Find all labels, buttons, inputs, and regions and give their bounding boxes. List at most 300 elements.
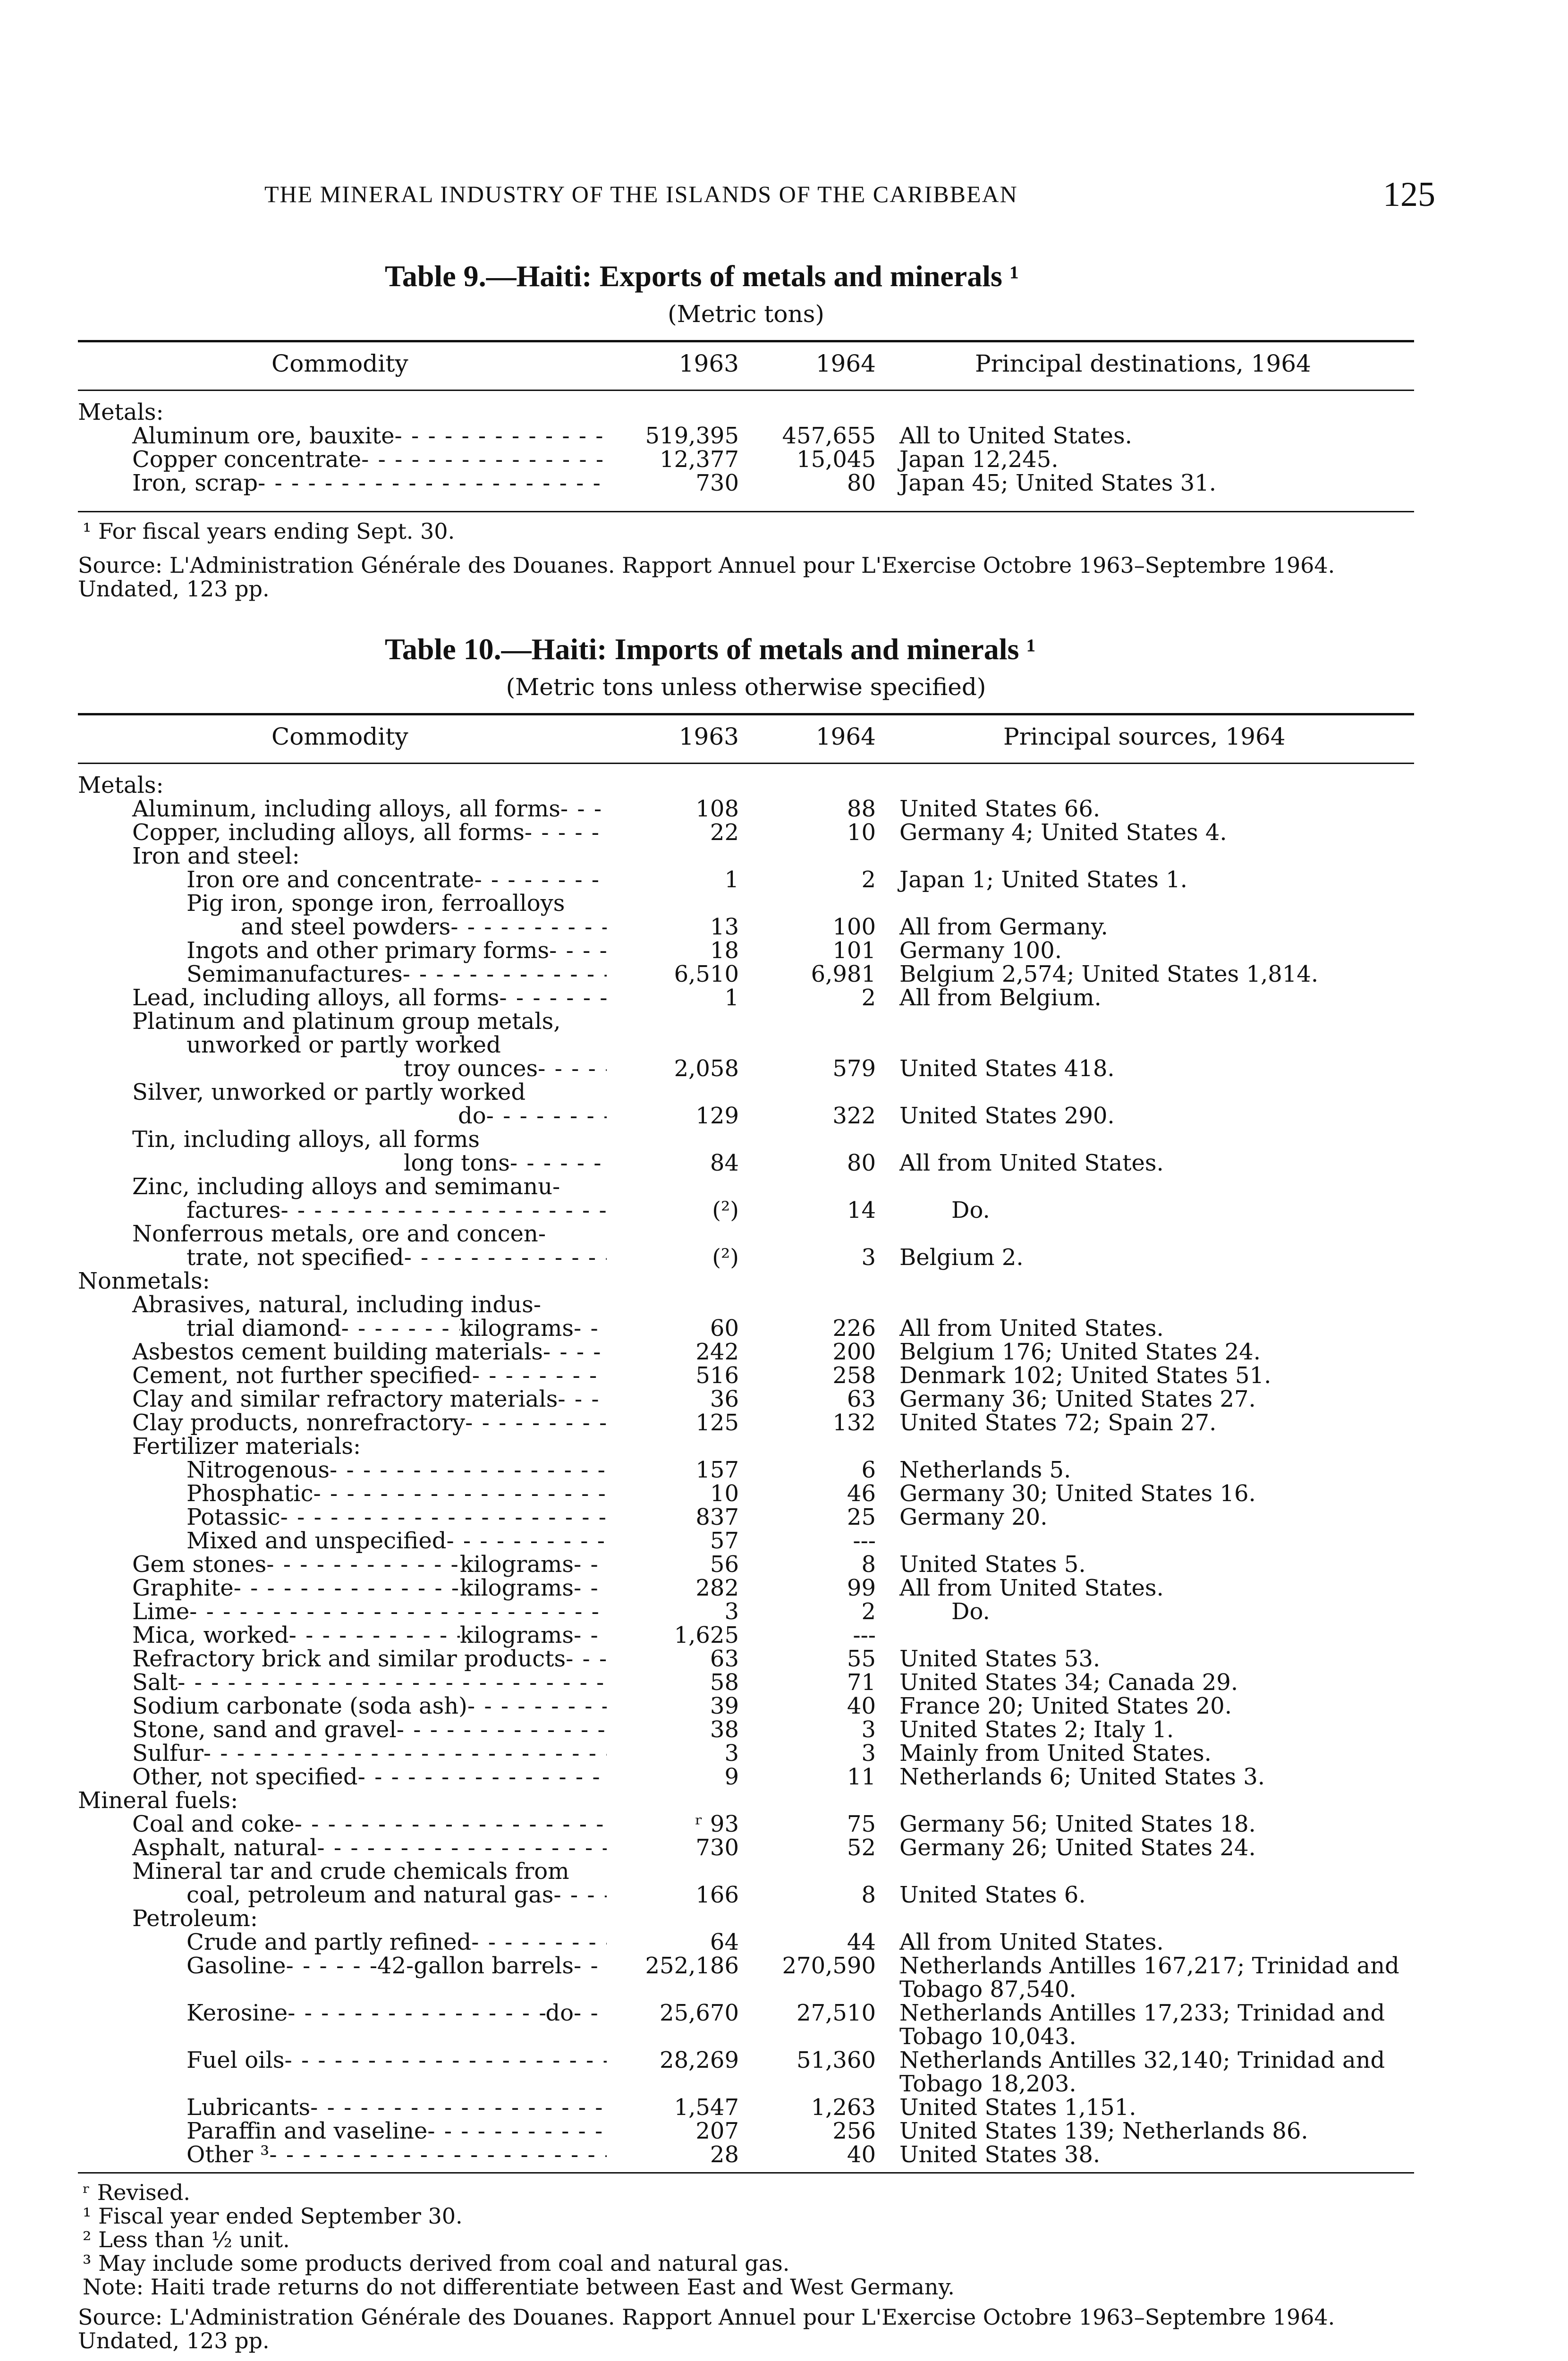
table-10-value-1964: 51,360 <box>797 2047 876 2073</box>
table-10-unit-label: kilograms <box>459 1551 574 1578</box>
table-10-value-1964: 40 <box>847 2141 876 2168</box>
table-9-value-1964: 80 <box>847 470 876 496</box>
table-10-commodity-label: Petroleum: <box>132 1905 258 1932</box>
table-10-dot-leader <box>525 821 607 844</box>
table-10-source: Belgium 2. <box>899 1244 1024 1271</box>
table-10-source: Belgium 2,574; United States 1,814. <box>899 961 1319 987</box>
table-10-note-germany: Note: Haiti trade returns do not differentiate between East and West Germany. <box>83 2274 955 2300</box>
table-10-row <box>78 1151 1414 1175</box>
table-10-row <box>78 939 1414 962</box>
table-10-commodity-cell <box>78 1458 607 1482</box>
table-10-commodity-label: factures <box>186 1197 281 1223</box>
table-10-value-1964: 52 <box>847 1834 876 1861</box>
table-9-dot-leader <box>258 471 607 495</box>
table-10-dot-leader <box>427 2119 607 2143</box>
table-10-commodity-cell <box>78 1812 607 1836</box>
table-10-commodity-label: Ingots and other primary forms <box>186 937 550 964</box>
table-10-row <box>78 892 1414 915</box>
table-10-commodity-label: Phosphatic <box>186 1480 314 1507</box>
table-9-row <box>78 400 1414 424</box>
table-10-dot-leader <box>543 1340 607 1364</box>
table-10-value-1964: 2 <box>861 866 876 893</box>
table-10-value-1963: 38 <box>710 1716 739 1743</box>
table-10-commodity-label: Nonmetals: <box>78 1268 210 1294</box>
table-10-commodity-cell <box>78 1222 607 1246</box>
table-10-value-1963: 1,547 <box>674 2094 739 2121</box>
table-10-dot-leader <box>560 797 607 821</box>
table-10-commodity-cell <box>78 1529 607 1553</box>
table-10-commodity-label: Cement, not further specified <box>132 1362 472 1389</box>
table-10-source: France 20; United States 20. <box>899 1693 1232 1719</box>
table-10-source: Germany 26; United States 24. <box>899 1834 1256 1861</box>
table-10-source: Do. <box>951 1197 990 1223</box>
table-10-dot-leader <box>474 868 607 892</box>
table-10-commodity-label: Tin, including alloys, all forms <box>132 1126 480 1153</box>
table-10-commodity-label: Iron ore and concentrate <box>186 866 475 893</box>
table-10-source: United States 6. <box>899 1882 1086 1908</box>
table-10-value-1964: 8 <box>861 1882 876 1908</box>
table-10-value-1964: 63 <box>847 1386 876 1412</box>
table-10-notes <box>78 2181 1414 2353</box>
table-10-value-1963: (²) <box>712 1197 739 1223</box>
table-10-dot-leader <box>467 1694 607 1718</box>
table-10-dot-leader <box>549 939 607 962</box>
table-10-dot-leader <box>178 1671 607 1694</box>
table-10-value-1963: 1,625 <box>674 1622 739 1648</box>
table-10-value-1963: 28,269 <box>660 2047 739 2073</box>
table-10-commodity-label: Lead, including alloys, all forms <box>132 985 500 1011</box>
table-10-row <box>78 1647 1414 1671</box>
table-9-destination: Japan 45; United States 31. <box>899 470 1216 496</box>
table-10-body <box>78 773 1414 2166</box>
table-10-row <box>78 2001 1414 2048</box>
table-10-value-1964: 27,510 <box>797 2000 876 2026</box>
table-9-commodity-label: Aluminum ore, bauxite <box>132 423 395 449</box>
table-9-dot-leader <box>361 448 607 471</box>
table-10-source: Source: L'Administration Générale des Douanes. Rapport Annuel pour L'Exercise Octobre 1963–Septembre 1964. Undated, 123 pp. <box>78 2304 1335 2353</box>
table-10-dot-leader <box>288 2001 545 2025</box>
page-header <box>264 175 1435 217</box>
table-10-commodity-label: Gem stones <box>132 1551 267 1578</box>
table-10-dot-leader <box>472 1364 607 1387</box>
table-10-dot-leader <box>397 1718 607 1741</box>
table-10-commodity-label: trate, not specified <box>186 1244 404 1271</box>
table-10-source: All from Belgium. <box>899 985 1102 1011</box>
table-10-unit-label: kilograms <box>459 1575 574 1601</box>
table-10-source: United States 1,151. <box>899 2094 1136 2121</box>
table-10-dot-leader <box>499 986 607 1010</box>
table-10-header-commodity: Commodity <box>271 723 408 750</box>
table-10-commodity-label: Abrasives, natural, including indus- <box>132 1291 541 1318</box>
table-10-commodity-label: Mica, worked <box>132 1622 289 1648</box>
table-10-dot-leader <box>465 1411 607 1435</box>
table-10-commodity-cell <box>78 915 607 939</box>
table-10-value-1964: 226 <box>832 1315 876 1342</box>
table-10-dot-leader <box>280 1505 607 1529</box>
table-10-value-1964: 256 <box>832 2118 876 2144</box>
table-10-value-1964: 100 <box>832 914 876 940</box>
table-10-commodity-cell <box>78 1883 607 1907</box>
table-9-row <box>78 448 1414 471</box>
table-10-value-1963: 57 <box>710 1528 739 1554</box>
table-10-commodity-cell <box>78 1930 607 1954</box>
table-9-title: Table 9.—Haiti: Exports of metals and minerals ¹ <box>385 259 1019 293</box>
table-10-value-1964: 3 <box>861 1740 876 1767</box>
table-10-commodity-cell <box>78 2096 607 2119</box>
table-10-value-1964: 579 <box>832 1055 876 1082</box>
table-10-row <box>78 1269 1414 1293</box>
table-10-commodity-cell <box>78 821 607 844</box>
table-10-value-1963: 3 <box>724 1740 739 1767</box>
table-9-header-rule <box>78 390 1414 391</box>
table-10-source: Netherlands Antilles 167,217; Trinidad and Tobago 87,540. <box>899 1953 1399 2003</box>
table-9-header-1963: 1963 <box>678 350 739 377</box>
table-10-unit-label: do <box>545 2000 574 2026</box>
table-10-value-1963: 3 <box>724 1598 739 1625</box>
table-10-value-1964: 200 <box>832 1339 876 1365</box>
table-10-dot-leader <box>574 1623 607 1647</box>
table-10-source: Netherlands 6; United States 3. <box>899 1764 1265 1790</box>
table-10-row <box>78 1411 1414 1435</box>
table-10-commodity-label: Mineral fuels: <box>78 1787 238 1814</box>
table-10-commodity-label: Refractory brick and similar products <box>132 1646 566 1672</box>
table-10-row <box>78 1458 1414 1482</box>
table-10-unit-label: kilograms <box>459 1622 574 1648</box>
table-10-value-1964: 3 <box>861 1716 876 1743</box>
table-10-commodity-cell <box>78 1765 607 1789</box>
table-10-source: Netherlands 5. <box>899 1457 1071 1483</box>
table-9-header-destinations: Principal destinations, 1964 <box>975 350 1311 377</box>
table-10-value-1964: 75 <box>847 1811 876 1837</box>
table-10-value-1963: 84 <box>710 1150 739 1176</box>
table-10-source: Germany 56; United States 18. <box>899 1811 1256 1837</box>
table-10-row <box>78 1765 1414 1789</box>
table-10-row <box>78 1340 1414 1364</box>
table-10-row <box>78 1316 1414 1340</box>
table-10-commodity-cell <box>78 1316 607 1340</box>
table-10-title: Table 10.—Haiti: Imports of metals and minerals ¹ <box>385 632 1036 666</box>
table-9-top-rule <box>78 340 1414 342</box>
table-10-row <box>78 1671 1414 1694</box>
table-10-dot-leader <box>266 1553 460 1576</box>
table-10-commodity-cell <box>78 1364 607 1387</box>
table-10-unit-label: 42-gallon barrels <box>377 1953 574 1979</box>
table-9-bottom-rule <box>78 511 1414 512</box>
table-10-dot-leader <box>295 1812 607 1836</box>
table-10-source: United States 139; Netherlands 86. <box>899 2118 1308 2144</box>
table-10-source: Germany 36; United States 27. <box>899 1386 1256 1412</box>
table-10-commodity-label: Coal and coke <box>132 1811 295 1837</box>
table-10-commodity-label: Clay and similar refractory materials <box>132 1386 558 1412</box>
running-title: THE MINERAL INDUSTRY OF THE ISLANDS OF THE CARIBBEAN <box>264 181 1018 207</box>
page-number: 125 <box>1383 175 1435 214</box>
table-10-commodity-label: Copper, including alloys, all forms <box>132 819 525 846</box>
table-9-value-1964: 457,655 <box>782 423 876 449</box>
table-10-dot-leader <box>314 1482 607 1505</box>
table-10-dot-leader <box>234 1576 460 1600</box>
table-10-value-1963: 1 <box>724 866 739 893</box>
table-10-value-1964: 46 <box>847 1480 876 1507</box>
table-10-commodity-label: Kerosine <box>186 2000 288 2026</box>
table-10-commodity-cell <box>78 1246 607 1269</box>
table-9-commodity-label: Metals: <box>78 399 164 425</box>
table-10-value-1964: 88 <box>847 796 876 822</box>
table-10-source: All from United States. <box>899 1315 1164 1342</box>
table-10-commodity-label: Mineral tar and crude chemicals from <box>132 1858 569 1885</box>
table-9-commodity-cell <box>78 471 607 495</box>
table-10-value-1963: 730 <box>695 1834 739 1861</box>
table-10-value-1964: 132 <box>832 1410 876 1436</box>
table-10-value-1963: 125 <box>695 1410 739 1436</box>
table-9-commodity-cell <box>78 448 607 471</box>
table-10-row <box>78 1741 1414 1765</box>
table-10-top-rule <box>78 713 1414 715</box>
table-9-destination: Japan 12,245. <box>899 446 1059 473</box>
table-10-value-1963: 207 <box>695 2118 739 2144</box>
table-10-row <box>78 2119 1414 2143</box>
table-10-source: United States 418. <box>899 1055 1115 1082</box>
table-10-commodity-cell <box>78 1175 607 1198</box>
table-10-row <box>78 1505 1414 1529</box>
table-10-commodity-label: Sodium carbonate (soda ash) <box>132 1693 467 1719</box>
table-10-dot-leader <box>538 1057 607 1080</box>
table-10-row <box>78 1836 1414 1860</box>
table-10-value-1964: --- <box>853 1622 876 1648</box>
table-10-commodity-cell <box>78 773 607 797</box>
table-10-value-1963: 36 <box>710 1386 739 1412</box>
table-10-row <box>78 1175 1414 1198</box>
table-10-value-1964: 40 <box>847 1693 876 1719</box>
table-10-commodity-label: Semimanufactures <box>186 961 403 987</box>
table-10-source: United States 34; Canada 29. <box>899 1669 1238 1696</box>
table-10-dot-leader <box>450 915 607 939</box>
table-10-row <box>78 1860 1414 1883</box>
table-10-commodity-cell <box>78 1057 607 1080</box>
table-10-dot-leader <box>269 2143 607 2166</box>
table-10-commodity-label: Other ³ <box>186 2141 270 2168</box>
table-10-commodity-cell <box>78 2048 607 2072</box>
table-10-commodity-cell <box>78 939 607 962</box>
table-10-value-1964: 80 <box>847 1150 876 1176</box>
table-9-value-1964: 15,045 <box>797 446 876 473</box>
table-10-row <box>78 1789 1414 1812</box>
table-10-source: Germany 4; United States 4. <box>899 819 1227 846</box>
table-10-row <box>78 1293 1414 1316</box>
table-10-commodity-cell <box>78 1741 607 1765</box>
table-10-row <box>78 1080 1414 1104</box>
table-10-commodity-label: Fertilizer materials: <box>132 1433 361 1460</box>
table-10-row <box>78 1600 1414 1623</box>
table-10-row <box>78 797 1414 821</box>
table-10-commodity-label: Potassic <box>186 1504 280 1530</box>
table-10-value-1963: 6,510 <box>674 961 739 987</box>
table-10-commodity-label: trial diamond <box>186 1315 341 1342</box>
table-9-commodity-cell <box>78 424 607 448</box>
table-10-value-1964: 3 <box>861 1244 876 1271</box>
table-10-row <box>78 1930 1414 1954</box>
table-10-commodity-cell <box>78 2001 607 2025</box>
table-9-footnote: ¹ For fiscal years ending Sept. 30. <box>83 518 455 544</box>
table-9-value-1963: 519,395 <box>645 423 739 449</box>
table-10-commodity-label: unworked or partly worked <box>186 1032 501 1058</box>
table-10-source: Mainly from United States. <box>899 1740 1212 1767</box>
table-9-commodity-label: Iron, scrap <box>132 470 258 496</box>
table-10-commodity-cell <box>78 1080 607 1104</box>
table-10-dot-leader <box>566 1647 607 1671</box>
table-10-value-1964: 270,590 <box>782 1953 876 1979</box>
table-10-dot-leader <box>403 962 607 986</box>
table-10-value-1964: 6 <box>861 1457 876 1483</box>
table-10-commodity-cell <box>78 2119 607 2143</box>
table-10-commodity-cell <box>78 1151 607 1175</box>
table-9-row <box>78 471 1414 495</box>
table-10-row <box>78 1553 1414 1576</box>
table-10-row <box>78 773 1414 797</box>
table-10-dot-leader <box>330 1458 607 1482</box>
table-10-header-rule <box>78 763 1414 764</box>
table-10-value-1964: 6,981 <box>811 961 876 987</box>
table-10-row <box>78 1694 1414 1718</box>
table-10-row <box>78 1435 1414 1458</box>
table-10-commodity-label: Platinum and platinum group metals, <box>132 1008 561 1035</box>
table-10-dot-leader <box>284 2048 607 2072</box>
table-10-source: All from United States. <box>899 1150 1164 1176</box>
table-10-value-1963: 28 <box>710 2141 739 2168</box>
table-10-dot-leader <box>286 1954 377 1978</box>
table-10-value-1963: 129 <box>695 1103 739 1129</box>
table-10-source: United States 2; Italy 1. <box>899 1716 1174 1743</box>
table-10-row <box>78 1222 1414 1246</box>
table-10-dot-leader <box>553 1883 607 1907</box>
table-10-commodity-cell <box>78 1694 607 1718</box>
table-10-commodity-cell <box>78 1836 607 1860</box>
table-10-commodity-cell <box>78 1623 607 1647</box>
table-9-dot-leader <box>395 424 607 448</box>
table-10-note-1: ¹ Fiscal year ended September 30. <box>83 2203 463 2229</box>
table-10-commodity-cell <box>78 1860 607 1883</box>
table-10-commodity-cell <box>78 1387 607 1411</box>
table-10-commodity-cell <box>78 844 607 868</box>
table-10-source: Denmark 102; United States 51. <box>899 1362 1271 1389</box>
table-9-header-1964: 1964 <box>815 350 876 377</box>
table-10-commodity-cell <box>78 1718 607 1741</box>
table-10-commodity-label: Graphite <box>132 1575 234 1601</box>
table-10-value-1963: 64 <box>710 1929 739 1955</box>
table-10-row <box>78 1198 1414 1222</box>
table-10-value-1964: 14 <box>847 1197 876 1223</box>
table-10-value-1963: 166 <box>695 1882 739 1908</box>
table-10-dot-leader <box>310 2096 607 2119</box>
table-10-note-revised: ʳ Revised. <box>83 2180 191 2205</box>
table-10-row <box>78 1718 1414 1741</box>
table-10-value-1963: 282 <box>695 1575 739 1601</box>
table-10-source: Germany 20. <box>899 1504 1048 1530</box>
table-10-note-3: ³ May include some products derived from coal and natural gas. <box>83 2251 790 2276</box>
table-10-row <box>78 844 1414 868</box>
table-10-commodity-cell <box>78 1647 607 1671</box>
table-10-dot-leader <box>574 1576 607 1600</box>
table-10-source: Netherlands Antilles 17,233; Trinidad and Tobago 10,043. <box>899 2000 1385 2050</box>
table-10-header-1964: 1964 <box>815 723 876 750</box>
table-10-row <box>78 1010 1414 1033</box>
table-10-source: All from Germany. <box>899 914 1108 940</box>
table-10-value-1963: 58 <box>710 1669 739 1696</box>
table-10-commodity-label: Asbestos cement building materials <box>132 1339 543 1365</box>
table-10-commodity-label: Lubricants <box>186 2094 311 2121</box>
table-10-row <box>78 1364 1414 1387</box>
table-10-note-2: ² Less than ½ unit. <box>83 2227 290 2252</box>
table-10-commodity-cell <box>78 1671 607 1694</box>
table-10-value-1963: 63 <box>710 1646 739 1672</box>
table-10-row <box>78 1623 1414 1647</box>
table-10-bottom-rule <box>78 2172 1414 2174</box>
table-10-commodity-label: Aluminum, including alloys, all forms <box>132 796 560 822</box>
table-10-dot-leader <box>289 1623 460 1647</box>
table-10-value-1963: 108 <box>695 796 739 822</box>
table-10-source: Netherlands Antilles 32,140; Trinidad and Tobago 18,203. <box>899 2047 1385 2097</box>
table-10-value-1964: 8 <box>861 1551 876 1578</box>
table-10-header-sources: Principal sources, 1964 <box>1003 723 1286 750</box>
table-10-value-1963: ʳ 93 <box>695 1811 739 1837</box>
table-10-commodity-cell <box>78 1033 607 1057</box>
table-10-commodity-label: Sulfur <box>132 1740 203 1767</box>
table-10-commodity-cell <box>78 986 607 1010</box>
table-10-dot-leader <box>574 1316 607 1340</box>
table-10-value-1964: 25 <box>847 1504 876 1530</box>
table-10-commodity-label: Pig iron, sponge iron, ferroalloys <box>186 890 565 917</box>
table-10-row <box>78 986 1414 1010</box>
table-10-dot-leader <box>558 1387 607 1411</box>
table-10-source: United States 290. <box>899 1103 1115 1129</box>
table-10-row <box>78 1104 1414 1128</box>
table-10-row <box>78 2048 1414 2096</box>
table-10-commodity-cell <box>78 1293 607 1316</box>
table-10-commodity-label: Stone, sand and gravel <box>132 1716 397 1743</box>
table-10-value-1964: 2 <box>861 1598 876 1625</box>
table-10-commodity-cell <box>78 1104 607 1128</box>
table-10-commodity-cell <box>78 1269 607 1293</box>
table-10-value-1964: 258 <box>832 1362 876 1389</box>
table-10-row <box>78 868 1414 892</box>
table-10-source: Do. <box>951 1598 990 1625</box>
table-10-dot-leader <box>574 1553 607 1576</box>
table-9-subtitle: (Metric tons) <box>668 300 824 328</box>
table-10-value-1964: 99 <box>847 1575 876 1601</box>
table-10-commodity-label: Fuel oils <box>186 2047 285 2073</box>
table-10-commodity-label: Asphalt, natural <box>132 1834 317 1861</box>
table-10-commodity-label: coal, petroleum and natural gas <box>186 1882 554 1908</box>
table-10-commodity-label: Metals: <box>78 772 164 798</box>
table-9-destination: All to United States. <box>899 423 1132 449</box>
table-10-dot-leader <box>280 1198 607 1222</box>
table-10-dot-leader <box>358 1765 607 1789</box>
table-10-commodity-cell <box>78 1505 607 1529</box>
table-10-value-1964: --- <box>853 1528 876 1554</box>
table-10-dot-leader <box>404 1246 607 1269</box>
table-10-dot-leader <box>317 1836 607 1860</box>
table-10-dot-leader <box>203 1741 607 1765</box>
table-10-row <box>78 1387 1414 1411</box>
table-10-source: Belgium 176; United States 24. <box>899 1339 1261 1365</box>
table-10-value-1963: 252,186 <box>645 1953 739 1979</box>
table-10-dot-leader <box>574 2001 607 2025</box>
table-10-value-1964: 11 <box>847 1764 876 1790</box>
table-10-value-1964: 2 <box>861 985 876 1011</box>
table-10-value-1963: 10 <box>710 1480 739 1507</box>
table-10-commodity-cell <box>78 2143 607 2166</box>
table-9-value-1963: 12,377 <box>660 446 739 473</box>
table-10-value-1963: 22 <box>710 819 739 846</box>
